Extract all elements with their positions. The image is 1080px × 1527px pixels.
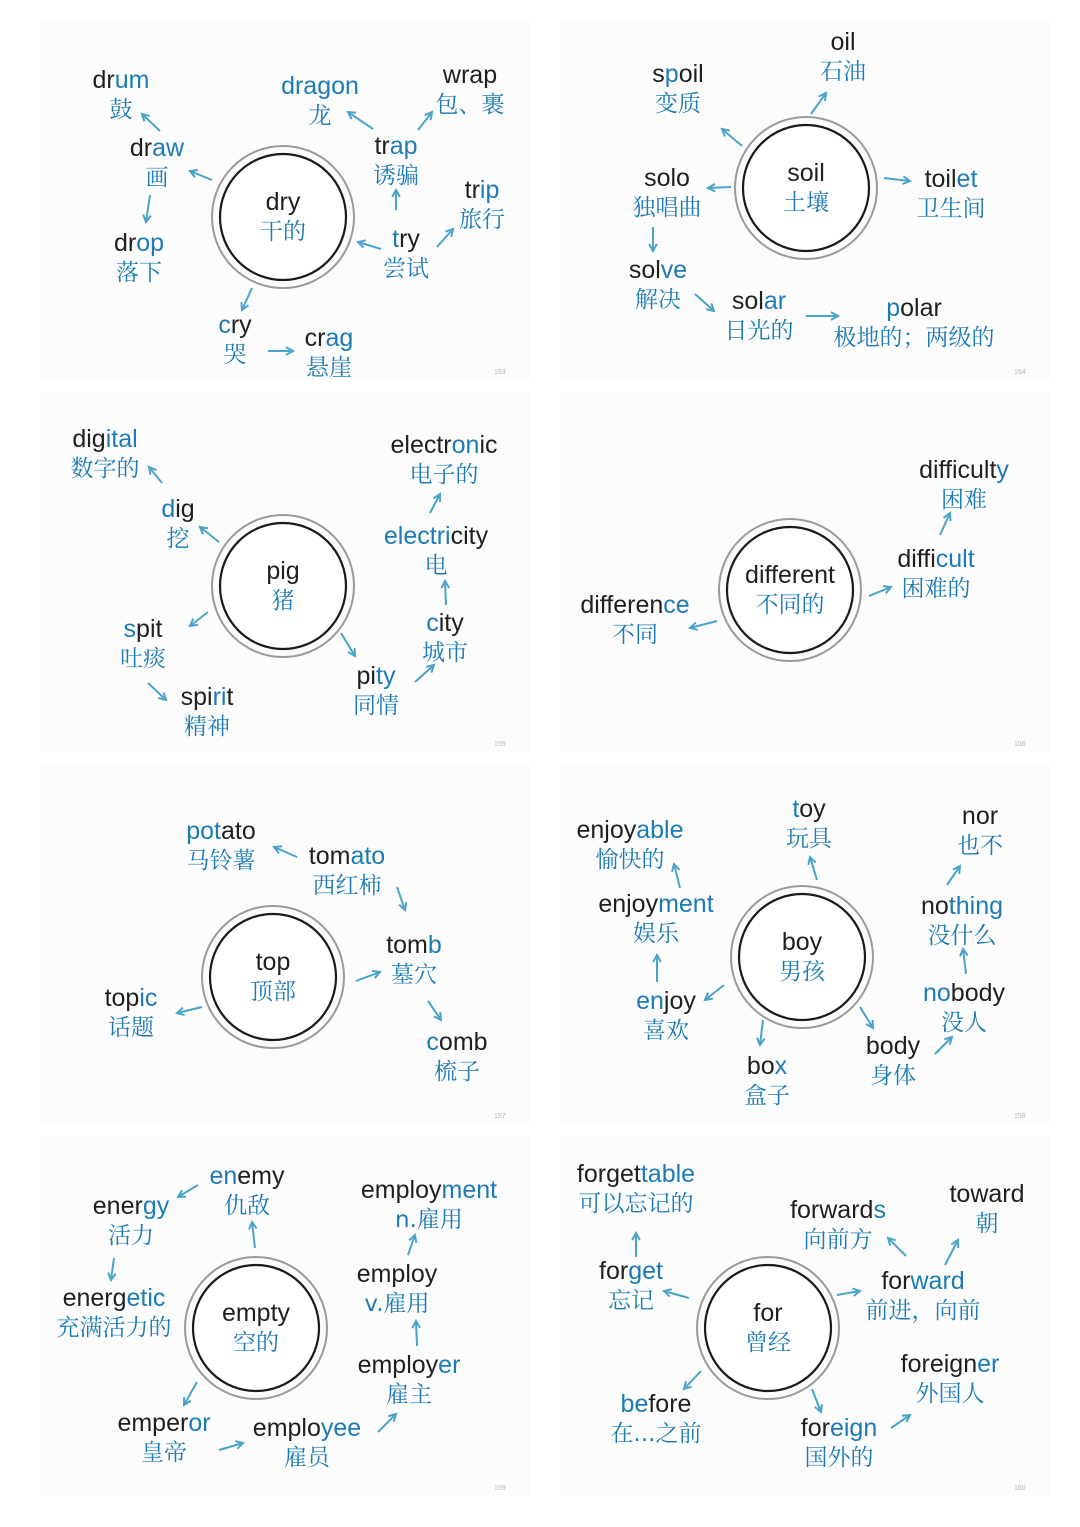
word-node-nobody <box>923 979 1006 1036</box>
node-meaning: 墓穴 <box>391 962 437 988</box>
node-meaning: 可以忘记的 <box>578 1191 694 1217</box>
node-word: dragon <box>281 72 359 100</box>
node-word: solar <box>731 287 787 315</box>
node-word: forward <box>881 1267 965 1295</box>
node-word: drum <box>92 66 150 94</box>
arrow-icon <box>397 887 406 910</box>
node-word: try <box>392 225 420 253</box>
word-node-pity <box>353 662 399 719</box>
word-node-solve <box>629 256 687 313</box>
word-node-oil <box>820 28 866 85</box>
node-word: cry <box>218 311 252 339</box>
center-meaning: 男孩 <box>779 959 825 985</box>
node-meaning: 包、裹 <box>435 92 505 118</box>
arrow-icon <box>184 1382 197 1405</box>
node-word: difference <box>580 591 690 619</box>
node-word: forwards <box>790 1196 886 1224</box>
node-meaning: 也不 <box>957 833 1003 859</box>
node-word: dig <box>161 495 195 523</box>
word-map-panel-155 <box>40 392 530 752</box>
node-meaning: 石油 <box>820 59 866 85</box>
arrow-icon <box>945 1240 958 1265</box>
node-meaning: 解决 <box>635 287 681 313</box>
node-meaning: 挖 <box>166 526 190 552</box>
node-meaning: 皇帝 <box>141 1440 187 1466</box>
arrow-icon <box>441 581 449 605</box>
word-node-cry <box>218 311 252 368</box>
word-node-difficulty <box>919 456 1009 513</box>
center-word: different <box>745 561 835 589</box>
center-meaning: 不同的 <box>755 592 825 618</box>
word-node-energy <box>93 1192 170 1249</box>
node-word: foreign <box>800 1414 878 1442</box>
word-node-trap <box>373 132 419 189</box>
word-node-emperor <box>117 1409 210 1466</box>
arrow-icon <box>722 129 742 146</box>
arrow-icon <box>268 347 293 355</box>
center-meaning: 猪 <box>271 588 295 614</box>
word-node-forgettable <box>577 1160 695 1217</box>
arrow-icon <box>200 527 219 542</box>
word-node-tomato <box>309 842 385 899</box>
node-meaning: 变质 <box>655 91 701 117</box>
center-meaning: 干的 <box>260 219 306 245</box>
node-meaning: 雇主 <box>386 1382 432 1408</box>
word-node-nor <box>957 802 1003 859</box>
arrow-icon <box>891 1415 910 1428</box>
word-node-toilet <box>917 165 986 222</box>
word-node-foreign <box>801 1414 877 1471</box>
node-meaning: 城市 <box>422 640 468 666</box>
node-word: spirit <box>180 683 234 711</box>
node-meaning: 前进，向前 <box>865 1298 981 1324</box>
node-meaning: 马铃薯 <box>186 848 256 874</box>
word-node-dragon <box>281 72 359 129</box>
arrow-icon <box>632 1233 640 1257</box>
word-map-diagram <box>40 392 530 752</box>
node-meaning: 精神 <box>184 714 230 740</box>
word-node-topic <box>105 984 158 1041</box>
center-ring <box>212 515 354 657</box>
arrow-icon <box>142 114 160 131</box>
node-word: employment <box>360 1176 498 1204</box>
node-word: digital <box>72 425 138 453</box>
arrow-icon <box>392 190 400 210</box>
arrow-icon <box>412 1321 420 1346</box>
arrow-icon <box>649 227 657 251</box>
arrow-icon <box>190 170 212 180</box>
word-node-crag <box>305 324 354 381</box>
arrow-icon <box>869 586 891 596</box>
center-word: soil <box>787 159 825 187</box>
node-meaning: 吐痰 <box>120 646 166 672</box>
arrow-icon <box>837 1288 860 1296</box>
word-node-enjoyable <box>576 816 683 873</box>
word-node-wrap <box>436 61 505 118</box>
word-node-dig <box>161 495 194 552</box>
center-word: boy <box>781 928 823 956</box>
node-meaning: 日光的 <box>724 318 794 344</box>
arrow-icon <box>249 1222 257 1248</box>
node-word: drop <box>113 229 165 257</box>
node-meaning: 话题 <box>108 1015 154 1041</box>
word-node-forwards <box>790 1196 886 1253</box>
word-map-panel-156 <box>560 392 1050 752</box>
node-word: employ <box>356 1260 438 1288</box>
node-meaning: 在...之前 <box>610 1421 702 1447</box>
node-meaning: 哭 <box>223 342 247 368</box>
node-word: electricity <box>383 522 489 550</box>
node-meaning: 卫生间 <box>916 196 986 222</box>
node-word: nothing <box>920 892 1004 920</box>
word-node-enjoy <box>636 987 696 1044</box>
center-word: pig <box>266 557 300 585</box>
node-meaning: 身体 <box>870 1063 916 1089</box>
arrow-icon <box>806 312 838 320</box>
center-word: dry <box>265 188 301 216</box>
word-map-diagram <box>40 20 530 380</box>
word-map-diagram <box>560 764 1050 1124</box>
arrow-icon <box>108 1258 116 1280</box>
node-meaning: 西红柿 <box>312 873 382 899</box>
node-word: enjoy <box>636 987 696 1015</box>
arrow-icon <box>190 612 208 626</box>
arrow-icon <box>690 621 717 630</box>
arrow-icon <box>178 1185 198 1197</box>
center-word: empty <box>221 1299 291 1327</box>
node-meaning: 诱骗 <box>373 163 419 189</box>
node-word: enemy <box>209 1162 285 1190</box>
node-word: difficulty <box>919 456 1009 484</box>
page-number: 156 <box>1014 741 1026 748</box>
node-meaning: 玩具 <box>786 826 832 852</box>
word-node-city <box>422 609 468 666</box>
node-word: energetic <box>62 1284 166 1312</box>
arrow-icon <box>708 184 731 192</box>
arrow-icon <box>860 1007 873 1028</box>
word-node-try <box>383 225 429 282</box>
node-meaning: 活力 <box>108 1223 154 1249</box>
center-ring <box>697 1257 839 1399</box>
node-word: nobody <box>922 979 1006 1007</box>
node-meaning: 龙 <box>308 103 332 129</box>
node-word: solo <box>644 164 690 192</box>
word-node-employer <box>358 1351 461 1408</box>
node-word: box <box>746 1052 788 1080</box>
word-map-panel-154 <box>560 20 1050 380</box>
node-meaning: 喜欢 <box>643 1018 689 1044</box>
arrow-icon <box>705 985 724 1000</box>
page-number: 160 <box>1014 1485 1026 1492</box>
word-node-before <box>611 1390 702 1447</box>
node-meaning: 雇员 <box>284 1445 330 1471</box>
center-ring <box>735 117 877 259</box>
node-word: nor <box>961 802 999 830</box>
word-node-toward <box>949 1180 1024 1237</box>
center-ring <box>212 146 354 288</box>
node-word: trap <box>374 132 418 160</box>
page-number: 154 <box>1014 369 1026 376</box>
node-word: comb <box>426 1028 488 1056</box>
node-meaning: 落下 <box>116 260 162 286</box>
center-meaning: 土壤 <box>783 190 829 216</box>
page-number: 157 <box>494 1113 506 1120</box>
word-node-drum <box>93 66 150 123</box>
word-node-enemy <box>209 1162 285 1219</box>
arrow-icon <box>418 112 432 130</box>
arrow-icon <box>888 1238 906 1256</box>
node-word: pity <box>356 662 396 690</box>
center-ring <box>719 519 861 661</box>
node-word: spit <box>123 615 163 643</box>
node-word: spoil <box>652 60 704 88</box>
page-number: 153 <box>494 369 506 376</box>
node-meaning: 向前方 <box>803 1227 873 1253</box>
page-number: 159 <box>494 1485 506 1492</box>
word-map-panel-158 <box>560 764 1050 1124</box>
node-word: toilet <box>924 165 978 193</box>
node-meaning: 仇敌 <box>224 1193 270 1219</box>
word-map-panel-153 <box>40 20 530 380</box>
node-meaning: n.雇用 <box>395 1207 463 1233</box>
node-word: toy <box>792 795 826 823</box>
arrow-icon <box>219 1441 243 1450</box>
node-meaning: 不同 <box>612 622 658 648</box>
node-meaning: 没什么 <box>927 923 997 949</box>
node-meaning: 朝 <box>975 1211 999 1237</box>
arrow-icon <box>341 633 355 656</box>
arrow-icon <box>947 866 960 885</box>
node-word: employee <box>252 1414 362 1442</box>
word-node-enjoyment <box>598 890 713 947</box>
arrow-icon <box>811 93 826 114</box>
word-node-energetic <box>57 1284 172 1341</box>
node-meaning: 鼓 <box>109 97 133 123</box>
arrow-icon <box>415 665 434 682</box>
arrow-icon <box>356 971 380 981</box>
word-node-difference <box>580 591 689 648</box>
center-meaning: 空的 <box>233 1330 279 1356</box>
word-node-potato <box>186 817 256 874</box>
word-node-polar <box>834 294 995 351</box>
arrow-icon <box>884 176 910 184</box>
word-map-panel-159 <box>40 1136 530 1496</box>
arrow-icon <box>684 1371 701 1389</box>
word-node-solar <box>725 287 794 344</box>
node-meaning: 娱乐 <box>633 921 679 947</box>
arrow-icon <box>428 1001 441 1020</box>
center-meaning: 曾经 <box>745 1330 791 1356</box>
node-word: toward <box>949 1180 1025 1208</box>
node-meaning: 困难 <box>941 487 987 513</box>
center-ring <box>202 906 344 1048</box>
node-meaning: 外国人 <box>915 1381 985 1407</box>
node-word: polar <box>886 294 942 322</box>
word-node-draw <box>130 134 185 191</box>
word-node-drop <box>114 229 164 286</box>
word-node-body <box>866 1032 921 1089</box>
word-node-toy <box>786 795 833 852</box>
node-word: solve <box>628 256 688 284</box>
center-ring <box>731 886 873 1028</box>
arrow-icon <box>960 949 968 974</box>
word-node-digital <box>71 425 140 482</box>
word-node-forget <box>599 1257 663 1314</box>
center-meaning: 顶部 <box>250 979 296 1005</box>
node-meaning: 忘记 <box>608 1288 654 1314</box>
node-word: crag <box>304 324 354 352</box>
word-map-diagram <box>40 764 530 1124</box>
node-meaning: 极地的；两级的 <box>833 325 995 351</box>
word-node-spirit <box>181 683 234 740</box>
node-meaning: 同情 <box>353 693 399 719</box>
word-node-electricity <box>384 522 489 579</box>
word-node-box <box>744 1052 790 1109</box>
word-node-tomb <box>386 931 442 988</box>
word-node-nothing <box>921 892 1003 949</box>
node-meaning: 数字的 <box>70 456 140 482</box>
node-meaning: 梳子 <box>434 1059 480 1085</box>
node-word: forget <box>599 1257 663 1285</box>
word-node-forward <box>866 1267 981 1324</box>
word-node-electronic <box>390 431 497 488</box>
node-word: draw <box>129 134 185 162</box>
center-word: for <box>753 1299 783 1327</box>
word-node-trip <box>459 176 505 233</box>
arrow-icon <box>757 1020 765 1045</box>
node-meaning: v.雇用 <box>364 1291 430 1317</box>
arrow-icon <box>653 955 661 982</box>
node-meaning: 充满活力的 <box>56 1315 172 1341</box>
node-word: electronic <box>390 431 498 459</box>
arrow-icon <box>935 1037 952 1054</box>
word-node-comb <box>426 1028 487 1085</box>
node-word: emperor <box>117 1409 211 1437</box>
node-meaning: 国外的 <box>804 1445 874 1471</box>
arrow-icon <box>672 864 680 888</box>
node-meaning: 愉快的 <box>595 847 665 873</box>
node-meaning: 电子的 <box>409 462 479 488</box>
node-meaning: 盒子 <box>744 1083 790 1109</box>
arrow-icon <box>148 683 166 700</box>
arrow-icon <box>812 1389 822 1412</box>
word-map-diagram <box>560 1136 1050 1496</box>
word-map-diagram <box>560 20 1050 380</box>
page-number: 158 <box>1014 1113 1026 1120</box>
word-map-diagram <box>40 1136 530 1496</box>
node-word: tomb <box>386 931 442 959</box>
arrow-icon <box>808 857 817 880</box>
arrow-icon <box>241 288 252 310</box>
node-word: forgettable <box>576 1160 696 1188</box>
word-node-employee <box>253 1414 361 1471</box>
node-meaning: 没人 <box>941 1010 987 1036</box>
node-word: oil <box>830 28 856 56</box>
word-map-diagram <box>560 392 1050 752</box>
arrow-icon <box>348 112 373 129</box>
node-word: employer <box>357 1351 461 1379</box>
arrow-icon <box>149 467 162 483</box>
node-word: foreigner <box>900 1350 1000 1378</box>
word-node-difficult <box>897 545 974 602</box>
arrow-icon <box>274 846 297 857</box>
node-word: enjoyable <box>576 816 684 844</box>
word-node-employment <box>361 1176 497 1233</box>
word-map-panel-160 <box>560 1136 1050 1496</box>
center-word: top <box>255 948 291 976</box>
arrow-icon <box>143 195 151 222</box>
arrow-icon <box>408 1235 416 1255</box>
node-word: enjoyment <box>598 890 714 918</box>
word-node-spoil <box>652 60 703 117</box>
word-node-solo <box>633 164 702 221</box>
node-word: wrap <box>442 61 498 89</box>
word-map-panel-157 <box>40 764 530 1124</box>
node-meaning: 电 <box>424 553 448 579</box>
node-meaning: 悬崖 <box>306 355 352 381</box>
word-node-employ <box>357 1260 438 1317</box>
node-word: topic <box>104 984 158 1012</box>
node-meaning: 尝试 <box>383 256 429 282</box>
node-word: potato <box>186 817 256 845</box>
arrow-icon <box>695 294 714 311</box>
node-word: trip <box>464 176 500 204</box>
arrow-icon <box>664 1289 689 1298</box>
node-word: city <box>426 609 464 637</box>
node-word: energy <box>92 1192 170 1220</box>
node-word: tomato <box>308 842 386 870</box>
page-number: 155 <box>494 741 506 748</box>
node-meaning: 画 <box>145 165 169 191</box>
node-word: body <box>865 1032 921 1060</box>
arrow-icon <box>437 229 453 247</box>
node-meaning: 困难的 <box>901 576 971 602</box>
arrow-icon <box>430 494 440 513</box>
arrow-icon <box>378 1414 396 1432</box>
word-node-spit <box>120 615 166 672</box>
arrow-icon <box>358 240 381 249</box>
node-word: before <box>620 1390 692 1418</box>
node-meaning: 旅行 <box>459 207 505 233</box>
word-node-foreigner <box>901 1350 1000 1407</box>
arrow-icon <box>940 513 951 535</box>
arrow-icon <box>177 1007 202 1015</box>
node-meaning: 独唱曲 <box>632 195 702 221</box>
center-ring <box>185 1257 327 1399</box>
node-word: difficult <box>897 545 975 573</box>
